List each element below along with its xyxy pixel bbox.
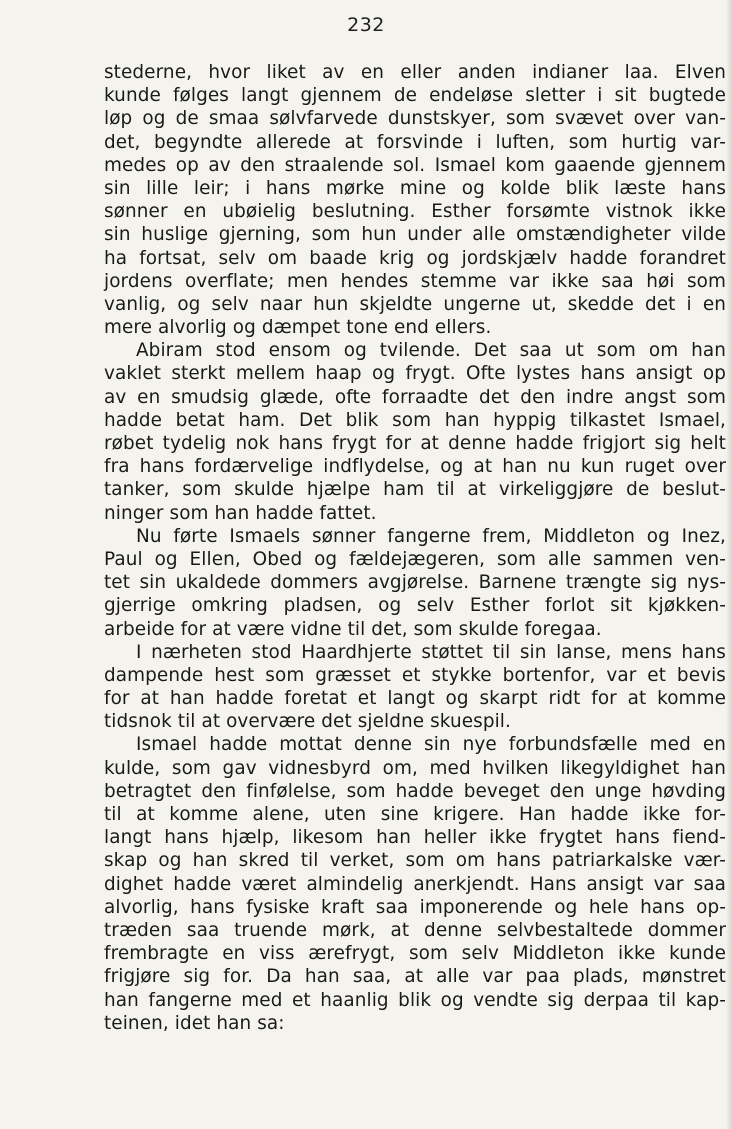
text-line: I nærheten stod Haardhjerte støttet til sin lanse, mens hans [136,641,726,663]
text-line: stederne, hvor liket av en eller anden indianer laa. Elven [104,62,726,83]
text-line: mere alvorlig og dæmpet tone end ellers. [104,317,492,339]
text-line: sønner en ubøielig beslutning. Esther forsømte vistnok ikke [104,201,726,223]
text-line: til at komme alene, uten sine krigere. Han hadde ikke for- [104,804,726,825]
text-line: Nu førte Ismaels sønner fangerne frem, Middleton og Inez, [136,525,726,547]
body-text [104,61,726,1035]
text-line: tet sin ukaldede dommers avgjørelse. Barnene trængte sig nys- [104,572,726,594]
text-line: frigjøre sig for. Da han saa, at alle var paa plads, mønstret [104,966,726,988]
text-line: sin lille leir; i hans mørke mine og kolde blik læste hans [104,177,726,199]
text-line: hadde betat ham. Det blik som han hyppig tilkastet Ismael, [104,409,726,431]
text-line: kunde følges langt gjennem de endeløse sletter i sit bugtede [104,85,726,107]
text-line: træden saa truende mørk, at denne selvbestaltede dommer [104,919,726,941]
text-line: langt hans hjælp, likesom han heller ikke frygtet hans fiend- [104,827,726,849]
text-line: Abiram stod ensom og tvilende. Det saa ut som om han [136,340,726,362]
text-line: løp og de smaa sølvfarvede dunstskyer, som svævet over van- [104,108,726,130]
text-line: teinen, idet han sa: [104,1012,285,1034]
text-line: kulde, som gav vidnesbyrd om, med hvilken likegyldighet han [104,757,726,779]
text-line: røbet tydelig nok hans frygt for at denne hadde frigjort sig helt [104,433,726,454]
text-line: fra hans fordærvelige indflydelse, og at han nu kun ruget over [104,456,726,478]
page-edge [726,0,732,1129]
page-number: 232 [347,14,385,36]
text-line: skap og han skred til verket, som om hans patriarkalske vær- [104,850,726,872]
text-line: han fangerne med et haanlig blik og vendte sig derpaa til kap- [104,989,726,1011]
text-line: ninger som han hadde fattet. [104,502,377,524]
text-line: gjerrige omkring pladsen, og selv Esther forlot sit kjøkken- [104,595,726,617]
text-line: av en smudsig glæde, ofte forraadte det den indre angst som [104,386,726,408]
text-line: alvorlig, hans fysiske kraft saa imponerende og hele hans op- [104,896,726,918]
text-line: for at han hadde foretat et langt og skarpt ridt for at komme [104,688,726,710]
text-line: dampende hest som græsset et stykke bortenfor, var et bevis [104,664,726,686]
text-line: sin huslige gjerning, som hun under alle omstændigheter vilde [104,224,726,246]
text-line: Ismael hadde mottat denne sin nye forbundsfælle med en [136,734,726,756]
text-line: Paul og Ellen, Obed og fældejægeren, som alle sammen ven- [104,548,726,570]
text-line: tidsnok til at overvære det sjeldne skuespil. [104,711,511,733]
text-line: jordens overflate; men hendes stemme var ikke saa høi som [104,270,726,292]
text-line: medes op av den straalende sol. Ismael kom gaaende gjennem [104,154,726,176]
text-line: vaklet sterkt mellem haap og frygt. Ofte lystes hans ansigt op [104,363,726,385]
text-line: ha fortsat, selv om baade krig og jordskjælv hadde forandret [104,247,726,269]
text-line: vanlig, og selv naar hun skjeldte ungerne ut, skedde det i en [104,293,726,315]
text-line: tanker, som skulde hjælpe ham til at virkeliggjøre de beslut- [104,479,726,501]
text-line: det, begyndte allerede at forsvinde i luften, som hurtig var- [104,131,726,153]
text-line: betragtet den finfølelse, som hadde beveget den unge høvding [104,780,726,802]
text-line: arbeide for at være vidne til det, som skulde foregaa. [104,618,602,640]
text-line: dighet hadde været almindelig anerkjendt. Hans ansigt var saa [104,873,726,895]
text-line: frembragte en viss ærefrygt, som selv Middleton ikke kunde [104,943,726,965]
